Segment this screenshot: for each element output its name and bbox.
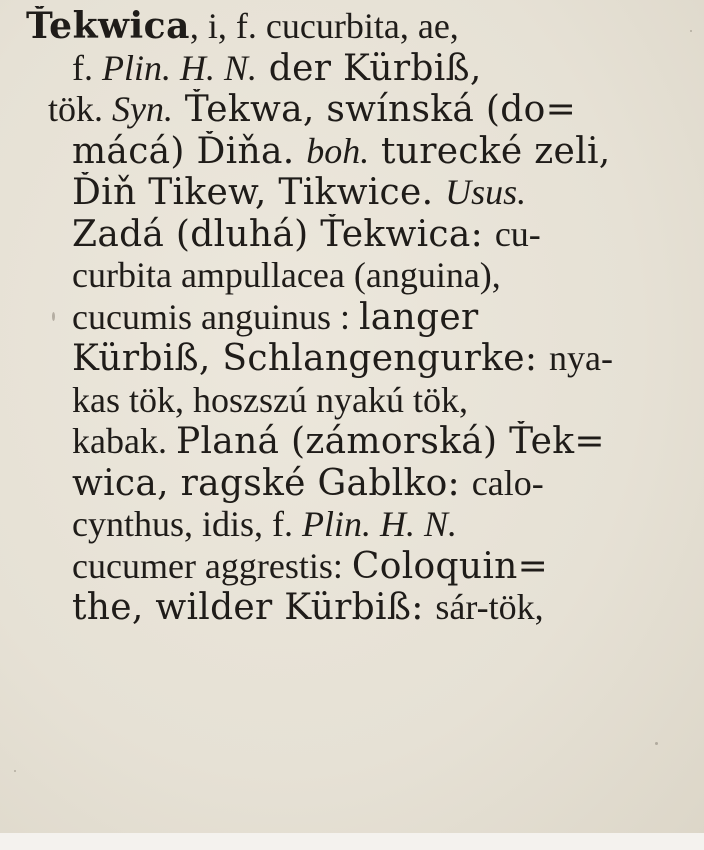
entry-line-3 — [26, 89, 686, 131]
entry-line-12 — [26, 463, 686, 505]
italic-abbreviation: boh. — [306, 130, 370, 171]
latin-text: curbita ampullacea (anguina), — [72, 255, 501, 295]
vernacular-text: Coloquin= — [351, 545, 549, 587]
italic-abbreviation: Plin. H. N. — [102, 47, 258, 88]
vernacular-text: turecké zeli, — [369, 130, 611, 172]
vernacular-text: Ďiň Tikew, Tikwice. — [72, 172, 446, 213]
entry-line-2 — [26, 48, 686, 90]
dictionary-entry-cekwica — [26, 6, 686, 629]
italic-abbreviation: Syn. — [112, 89, 173, 129]
latin-text: calo- — [471, 462, 544, 503]
latin-text: cucumis anguinus : — [72, 296, 359, 337]
entry-line-6 — [26, 214, 686, 256]
latin-text: sár-tök, — [435, 587, 544, 627]
latin-text: nya- — [549, 338, 613, 378]
entry-line-4 — [26, 131, 686, 173]
vernacular-text: der Kürbiß, — [257, 47, 482, 89]
vernacular-text: Ťekwa, swínská (do= — [173, 89, 577, 130]
latin-text: , i, f. cucurbita, ae, — [189, 6, 459, 46]
vernacular-text: wica, ragské Gablko: — [72, 462, 472, 504]
vernacular-text: the, wilder Kürbiß: — [72, 587, 436, 628]
entry-line-8 — [26, 297, 686, 339]
latin-text: f. — [72, 47, 102, 88]
vernacular-text: Planá (zámorská) Ťek= — [175, 421, 605, 462]
italic-abbreviation: Usus. — [445, 172, 527, 212]
headword: Ťekwica — [26, 6, 190, 47]
vernacular-text: Kürbiß, Schlangengurke: — [72, 338, 550, 379]
vernacular-text: langer — [358, 296, 479, 338]
paper-speck — [52, 312, 55, 321]
entry-line-13 — [26, 504, 686, 546]
vernacular-text: Zadá (dluhá) Ťekwica: — [72, 213, 495, 255]
scan-bottom-margin — [0, 833, 704, 850]
entry-line-10 — [26, 380, 686, 422]
paper-speck — [655, 742, 658, 745]
vernacular-text: mácá) Ďiňa. — [72, 130, 307, 172]
entry-line-9 — [26, 338, 686, 380]
latin-text: kas tök, hoszszú nyakú tök, — [72, 379, 468, 420]
entry-line-11 — [26, 421, 686, 463]
paper-speck — [690, 30, 692, 32]
paper-speck — [14, 770, 16, 772]
entry-line-7 — [26, 255, 686, 297]
latin-text: cynthus, idis, f. — [72, 504, 302, 544]
italic-abbreviation: Plin. H. N. — [302, 504, 458, 544]
latin-text: cu- — [494, 213, 541, 254]
latin-text: kabak. — [72, 421, 176, 461]
entry-line-15 — [26, 587, 686, 629]
latin-text: cucumer aggrestis: — [72, 545, 352, 586]
entry-line-1 — [26, 6, 686, 48]
latin-text: tök. — [48, 89, 113, 129]
entry-line-5 — [26, 172, 686, 214]
entry-line-14 — [26, 546, 686, 588]
